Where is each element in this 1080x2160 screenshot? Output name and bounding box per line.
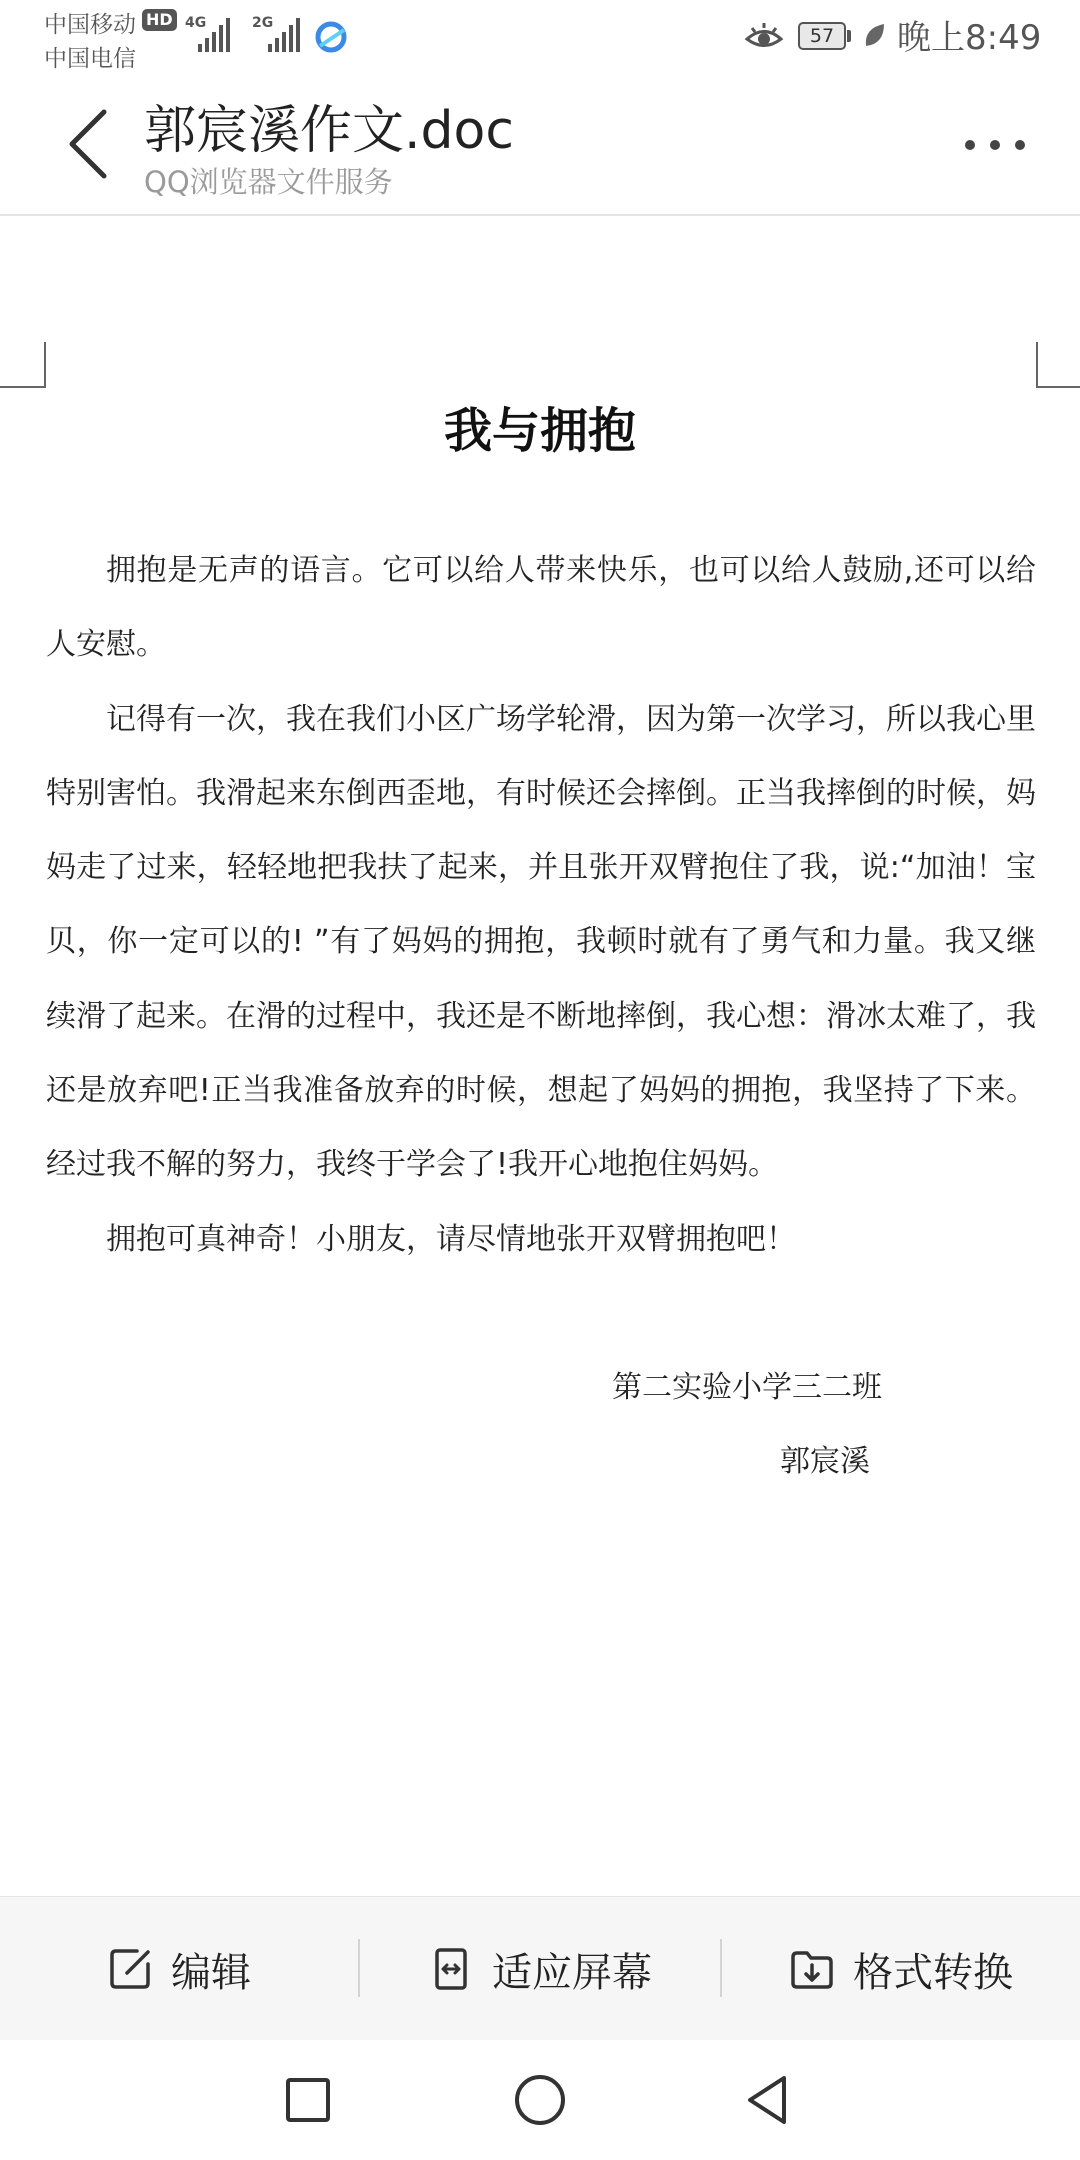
- clock: 晚上8:49: [897, 18, 1042, 58]
- paragraph-2: 记得有一次，我在我们小区广场学轮滑，因为第一次学习，所以我心里特别害怕。我滑起来东倒西歪地，有时候还会摔倒。正当我摔倒的时候，妈妈走了过来，轻轻地把我扶了起来，并且张开双臂抱住了我，说:“加油！宝贝，你一定可以的! ”有了妈妈的拥抱，我顿时就有了勇气和力量。我又继续滑了起来。在滑的过程中，我还是不断地摔倒，我心想：滑冰太难了，我还是放弃吧!正当我准备放弃的时候，想起了妈妈的拥抱，我坚持了下来。经过我不解的努力，我终于学会了!我开心地抱住妈妈。: [46, 701, 1036, 1183]
- eye-comfort-icon: [744, 20, 784, 54]
- app-header: [0, 74, 1080, 216]
- paragraph-1: 拥抱是无声的语言。它可以给人带来快乐，也可以给人鼓励,还可以给人安慰。: [46, 553, 1036, 663]
- author-name: 郭宸溪: [780, 1444, 870, 1479]
- eco-leaf-icon: [862, 22, 886, 50]
- fit-screen-label: 适应屏幕: [492, 1949, 652, 1996]
- essay-title: 我与拥抱: [443, 403, 636, 459]
- home-circle-icon[interactable]: [508, 2068, 572, 2132]
- edit-icon: [107, 1946, 153, 1992]
- back-button[interactable]: [58, 104, 118, 184]
- back-triangle-icon[interactable]: [736, 2068, 800, 2132]
- network-type-1: 4G: [185, 15, 207, 31]
- essay-body: [46, 534, 1036, 1277]
- page-corner-mark-right: [1036, 342, 1080, 388]
- system-nav-bar: [0, 2040, 1080, 2160]
- fit-screen-button[interactable]: [360, 1897, 720, 2041]
- carrier-1-label: 中国移动: [44, 12, 136, 38]
- signal-strength-icon: [198, 18, 230, 52]
- bottom-toolbar: [0, 1896, 1080, 2040]
- hd-badge: HD: [142, 9, 177, 31]
- network-type-2: 2G: [252, 15, 274, 31]
- signal-strength-icon-2: [268, 18, 300, 52]
- format-convert-button[interactable]: [722, 1897, 1080, 2041]
- battery-icon: 57: [798, 22, 846, 50]
- more-options-button[interactable]: [960, 130, 1030, 160]
- document-source: QQ浏览器文件服务: [144, 165, 393, 199]
- folder-download-icon: [789, 1946, 835, 1992]
- author-school: 第二实验小学三二班: [612, 1370, 882, 1405]
- paragraph-3: 拥抱可真神奇！小朋友，请尽情地张开双臂拥抱吧！: [106, 1221, 796, 1257]
- document-title: 郭宸溪作文.doc: [144, 101, 514, 161]
- battery-tip: [847, 30, 851, 42]
- status-bar: [0, 0, 1080, 74]
- edit-button[interactable]: [0, 1897, 358, 2041]
- page-corner-mark-left: [0, 342, 46, 388]
- document-page[interactable]: [0, 216, 1080, 1896]
- edit-label: 编辑: [171, 1949, 251, 1996]
- qq-browser-icon: [314, 20, 348, 54]
- format-convert-label: 格式转换: [853, 1949, 1013, 1996]
- recents-square-icon[interactable]: [276, 2068, 340, 2132]
- fit-screen-icon: [428, 1946, 474, 1992]
- carrier-2-label: 中国电信: [44, 46, 136, 72]
